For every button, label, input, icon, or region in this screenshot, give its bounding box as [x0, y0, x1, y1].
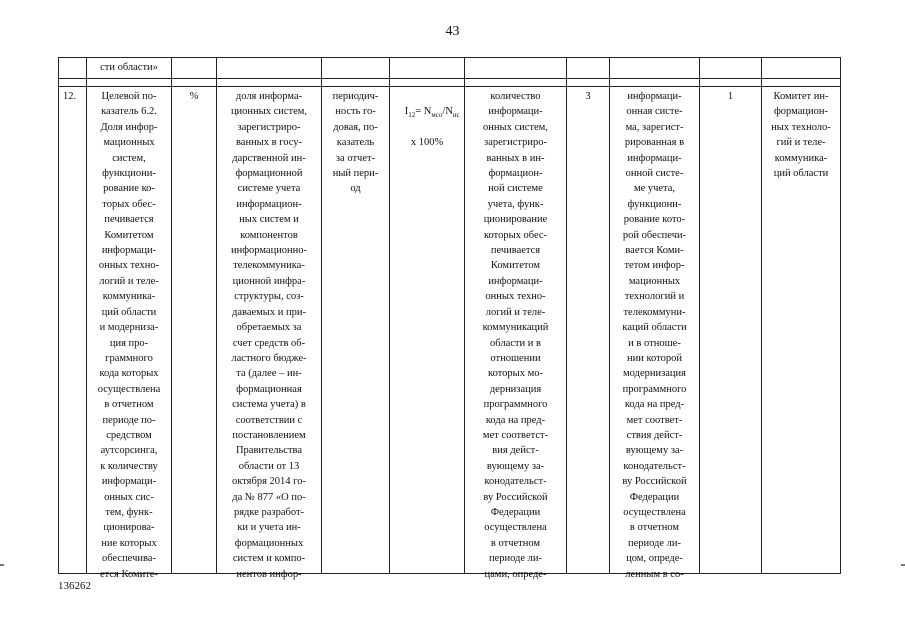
method-number: 1: [727, 91, 734, 102]
indicator-table: [58, 57, 841, 580]
formula: $I_{12}= N_{мсо}/N_{ис}$ х 100%: [390, 89, 464, 181]
source-number: 3: [585, 91, 591, 102]
unit: %: [189, 91, 199, 102]
carry-text: сти области»: [100, 62, 158, 73]
source-description: информаци- онная систе- ма, зарегист- рированная в информаци- онной систе- ме учета, функциони- рование кото- рой обеспечи- вается Коми- тетом инфор- мационных технологий и телекоммуни- каций области и в отноше- нии которой модернизация программного кода на пред- мет соответ- ствия дейст- вующему за- конодательст- ву Российской Федерации осуществлена в отчетном периоде ли- цом, опреде- ленным в со-: [622, 91, 687, 580]
basic-indicator: количество информаци- онных систем, зарегистриро- ванных в ин- формацион- ной системе учета, функ- ционирование которых обес- печивается Комитетом информаци- онных техно- логий и теле- коммуникаций области и в отношении которых мо- дернизация программного кода на пред- мет соответст- вия дейст- вующему за- конодательст- ву Российской Федерации осуществлена в отчетном периоде ли- цами, опреде-: [482, 91, 549, 580]
responsible: Комитет ин- формацион- ных техноло- гий и теле- коммуника- ций области: [771, 91, 831, 180]
row-number: 12.: [63, 91, 77, 102]
formula-multiplier: х 100%: [410, 137, 444, 149]
indicator-definition: доля информа- ционных систем, зарегистриро- ванных в госу- дарственной ин- формационной системе учета информацион- ных систем и компонентов информационно- телекоммуника- ционной инфра- структуры, соз- даваемых и при- обретаемых за счет средств об- ластного бюдже- та (далее – ин- формационная система учета) в соответствии с постановлением Правительства области от 13 октября 2014 го- да № 877 «О по- рядке разработ- ки и учета ин- формационных систем и компо- нентов инфор-: [230, 91, 308, 580]
edge-mark-right: [901, 564, 905, 566]
edge-mark-left: [0, 564, 4, 566]
periodicity: периодич- ность го- довая, по- казатель за отчет- ный пери- од: [332, 91, 379, 195]
document-code: 136262: [58, 580, 91, 592]
page-number: 43: [445, 24, 460, 39]
indicator-name: Целевой по- казатель 6.2. Доля инфор- мационных систем, функциони- рование ко- торых обес- печивается Комитетом информаци- онных техно- логий и теле- коммуника- ций области и модерниза- ция про- граммного кода которых осуществлена в отчетном периоде по- средством аутсорсинга, к количеству информаци- онных сис- тем, функ- ционирова- ние которых обеспечива- ется Комите-: [97, 91, 161, 580]
